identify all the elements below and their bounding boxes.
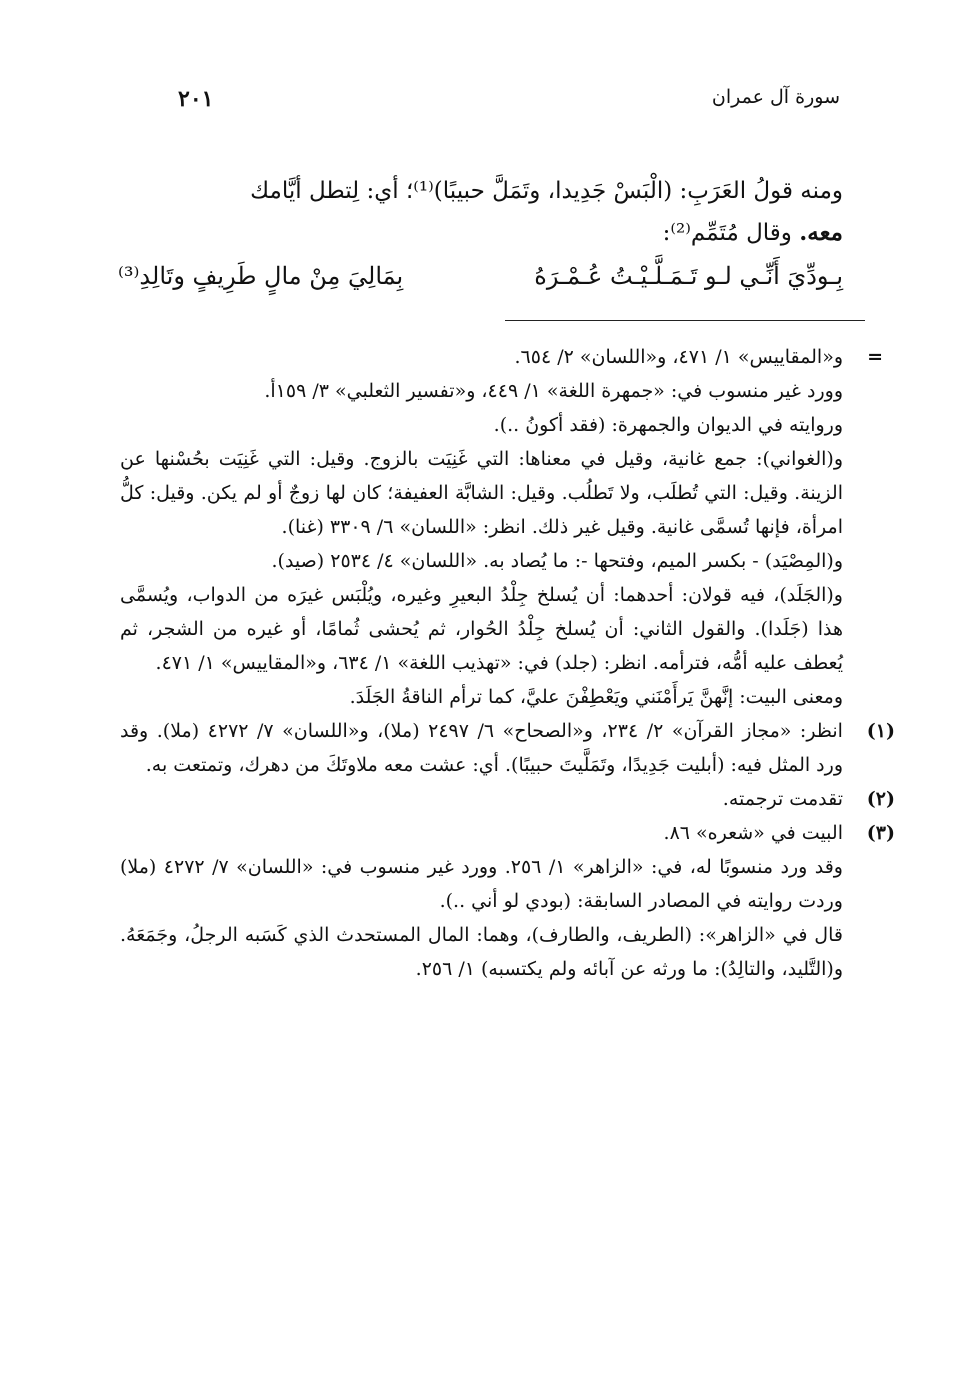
- footnote-continued-7: ومعنى البيت: إنَّهنَّ يَرأَمْنَني ويَعْطِفْنَ عليَّ، كما ترأم الناقةُ الجَلَدَ.: [349, 686, 843, 708]
- footnote-continued-6: و(الجَلَد)، فيه قولان: أحدهما: أن يُسلخ جِلْدُ البعيرِ وغيره، ويُلْبَس غيرَه من الدواب، ويُسمَّى هذا (جَلَدا). والقول الثاني: أن يُسلخ جِلْدُ الحُوار، ثم يُحشى ثُمامًا، أو غيره من الشجر، ثم يُعطف عليه أمُّه، فترأمه. انظر: (جلد) في: «تهذيب اللغة» ١/ ٦٣٤، و«المقاييس» ١/ ٤٧١.: [120, 584, 843, 674]
- footnote-2: [120, 782, 895, 816]
- footnote-continued-3: وروايته في الديوان والجمهرة: (فقد أكونُ ..).: [493, 414, 843, 436]
- footnote-1-text: انظر: «مجاز القرآن» ٢/ ٢٣٤، و«الصحاح» ٦/ ٢٤٩٧ (ملا)، و«اللسان» ٧/ ٤٢٧٢ (ملا). وقد ورد المثل فيه: (أبليت جَدِيدًا، وتَمَلَّيتَ حبيبًا). أي: عشت معه ملاوتَكَ من دهرك، وتمتعت به.: [120, 720, 843, 776]
- footnote-separator: [505, 320, 865, 321]
- surah-title: سورة آل عمران: [711, 86, 840, 108]
- footnote-continued-1: [120, 340, 883, 374]
- footnote-2-text: تقدمت ترجمته.: [722, 788, 843, 810]
- footnote-2-marker: (٢): [866, 788, 895, 810]
- footnote-3-line-3: قال في «الزاهر»: (الطريف، والطارف)، وهما: المال المستحدث الذي كَسَبه الرجلُ، وجَمَعَهُ. و(التَّليد، والتالِدُ): ما ورثه عن آبائه ولم يكتسبه) ١/ ٢٥٦.: [120, 924, 843, 980]
- main-line-2-bold: معه.: [799, 219, 843, 246]
- footnote-1-marker: (١): [866, 720, 895, 742]
- footnote-continued-2: وورد غير منسوب في: «جمهرة اللغة» ١/ ٤٤٩، و«تفسير الثعلبي» ٣/ ١٥٩أ.: [264, 380, 843, 402]
- poetry-verse: [118, 262, 843, 290]
- page-number: ٢٠١: [178, 86, 214, 112]
- footnote-3-line-2: وقد ورد منسوبًا له، في: «الزاهر» ١/ ٢٥٦. وورد غير منسوب في: «اللسان» ٧/ ٤٢٧٢ (ملا) وردت روايته في المصادر السابقة: (بودي لو أني ..).: [120, 856, 843, 912]
- main-line-1: ومنه قولُ العَرَبِ: (الْبَسْ جَدِيدا، وتَمَلَّ حبيبًا)⁽¹⁾؛ أي: لِتطل أيَّامك: [250, 178, 843, 204]
- footnote-continued-4: و(الغواني): جمع غانية، وقيل في معناها: التي غَنِيَت بالزوج. وقيل: التي غَنِيَت بحُسْنها عن الزينة. وقيل: التي تُطلَب، ولا تَطلُب. وقيل: الشابَّة العفيفة؛ كان لها زوجٌ أو لم يكن. وقيل: كلُّ امرأة، فإنها تُسمَّى غانية. وقيل غير ذلك. انظر: «اللسان» ٦/ ٣٣٠٩ (غنا).: [120, 448, 843, 538]
- footnotes: [120, 340, 895, 986]
- main-text: [122, 170, 843, 254]
- main-line-2: [122, 212, 843, 254]
- footnote-3: [120, 816, 895, 850]
- page-header: [120, 86, 840, 126]
- verse-first-hemistich: بِـودِّيَ أَنِّـي لـو تَـمَـلَّـيْـتُ عُـمْـرَهُ: [534, 262, 843, 290]
- footnote-continued-5: و(المِصْيَد) - بكسر الميم، وفتحها -: ما يُصاد به. «اللسان» ٤/ ٢٥٣٤ (صيد).: [271, 550, 843, 572]
- footnote-1: [120, 714, 895, 782]
- footnote-3-text: البيت في «شعره» ٨٦.: [663, 822, 843, 844]
- verse-second-hemistich: بِمَالِيَ مِنْ مالٍ طَرِيفٍ وتَالِدِ⁽³⁾: [118, 262, 404, 290]
- main-line-2-rest: وقال مُتَمِّم⁽²⁾:: [662, 220, 800, 246]
- footnote-3-marker: (٣): [866, 822, 895, 844]
- continuation-marker: =: [867, 346, 883, 368]
- footnote-continued-1-text: و«المقاييس» ١/ ٤٧١، و«اللسان» ٢/ ٦٥٤.: [514, 346, 843, 368]
